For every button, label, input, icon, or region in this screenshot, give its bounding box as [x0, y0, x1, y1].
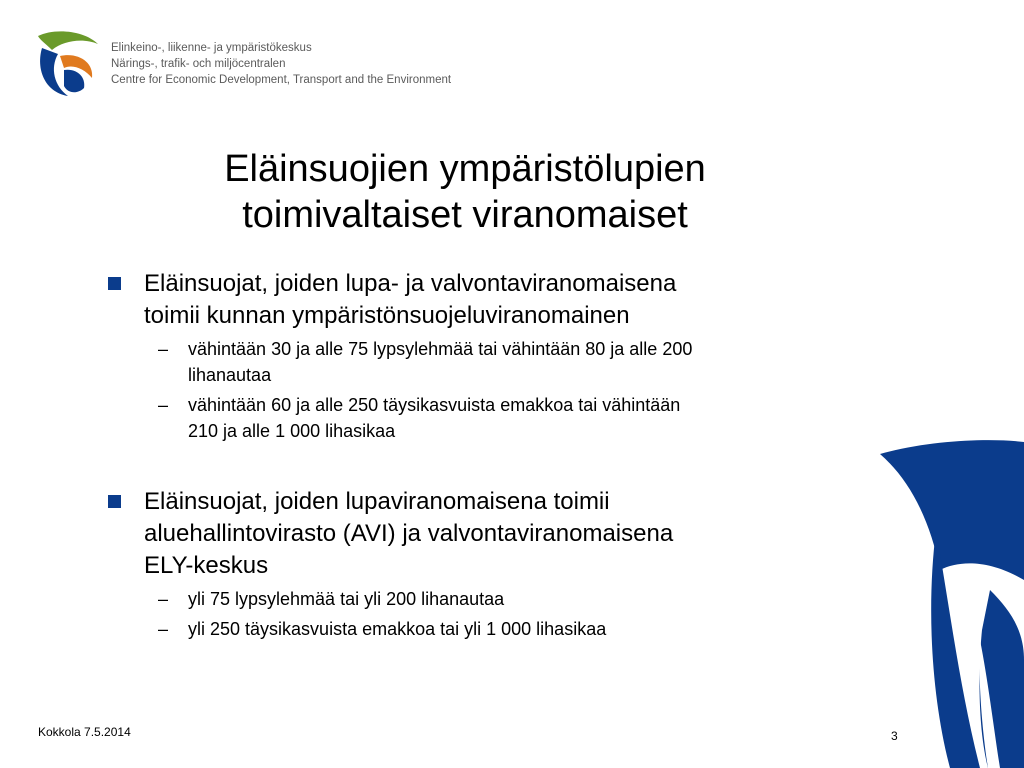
bullet-text-line: Eläinsuojat, joiden lupaviranomaisena toimii: [144, 488, 610, 515]
bullet-text-line: Eläinsuojat, joiden lupa- ja valvontaviranomaisena: [144, 270, 677, 297]
page-number: 3: [891, 729, 898, 743]
logo-blue-shape: [40, 48, 68, 96]
org-name-fi: Elinkeino-, liikenne- ja ympäristökeskus: [111, 42, 312, 54]
org-name-sv: Närings-, trafik- och miljöcentralen: [111, 58, 286, 70]
bullet-text-line: ELY-keskus: [144, 552, 269, 579]
sub-bullet-text-line: vähintään 30 ja alle 75 lypsylehmää tai vähintään 80 ja alle 200: [188, 339, 693, 359]
sub-bullet-text-line: yli 75 lypsylehmää tai yli 200 lihanautaa: [188, 589, 505, 609]
org-name-en: Centre for Economic Development, Transport and the Environment: [111, 74, 452, 86]
slide-title-line-1: Eläinsuojien ympäristölupien: [224, 148, 706, 190]
slide-title-line-2: toimivaltaiset viranomaiset: [242, 194, 688, 236]
dash-bullet-icon: –: [158, 589, 169, 609]
sub-bullet-text-line: lihanautaa: [188, 365, 272, 385]
sub-bullet-text-line: yli 250 täysikasvuista emakkoa tai yli 1 000 lihasikaa: [188, 619, 607, 639]
ely-logo: [34, 28, 102, 98]
slide-content: [100, 268, 860, 642]
bullet-item: [100, 486, 860, 582]
dash-bullet-icon: –: [158, 619, 169, 639]
deco-upper-wedge: [880, 440, 1024, 580]
square-bullet-icon: [108, 277, 121, 290]
dash-bullet-icon: –: [158, 339, 169, 359]
logo-green-leaf: [38, 31, 98, 50]
brand-decoration: [870, 430, 1024, 768]
sub-bullet-text-line: 210 ja alle 1 000 lihasikaa: [188, 421, 396, 441]
dash-bullet-icon: –: [158, 395, 169, 415]
bullet-text-line: toimii kunnan ympäristönsuojeluviranomainen: [144, 302, 630, 329]
bullet-text-line: aluehallintovirasto (AVI) ja valvontaviranomaisena: [144, 520, 674, 547]
deco-left-arc: [931, 530, 980, 768]
sub-bullet-item: [100, 586, 860, 612]
sub-bullet-text-line: vähintään 60 ja alle 250 täysikasvuista emakkoa tai vähintään: [188, 395, 681, 415]
sub-bullet-item: [100, 392, 860, 444]
square-bullet-icon: [108, 495, 121, 508]
sub-bullet-item: [100, 616, 860, 642]
footer-place-date: Kokkola 7.5.2014: [38, 725, 131, 739]
logo-blue-inner: [64, 70, 84, 93]
sub-bullet-item: [100, 336, 860, 388]
slide-title: [120, 146, 810, 238]
bullet-item: [100, 268, 860, 332]
organization-name: [111, 40, 451, 88]
